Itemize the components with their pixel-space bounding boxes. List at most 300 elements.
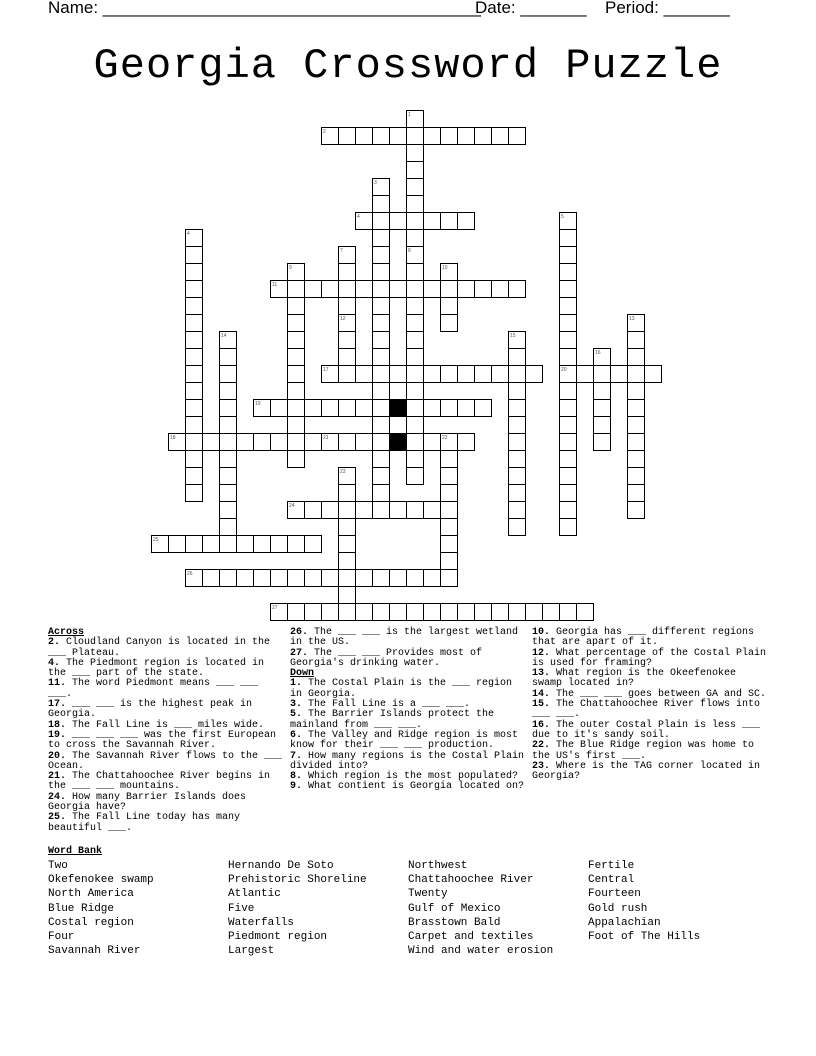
clue-number: 11. [48, 678, 67, 690]
crossword-cell [424, 604, 441, 621]
crossword-cell [288, 434, 305, 451]
crossword-cell [339, 128, 356, 145]
crossword-cell [305, 536, 322, 553]
crossword-cell [407, 298, 424, 315]
crossword-cell [322, 502, 339, 519]
crossword-cell [594, 383, 611, 400]
clue-text: Cloudland Canyon is located in the ___ Plateau. [48, 637, 271, 659]
crossword-cell [509, 502, 526, 519]
crossword-cell [356, 502, 373, 519]
crossword-cell [186, 264, 203, 281]
crossword-cell [594, 434, 611, 451]
clue-text: The Blue Ridge region was home to the US's first ___. [532, 740, 755, 762]
crossword-cell [560, 468, 577, 485]
crossword-cell [407, 264, 424, 281]
cell-number: 5 [561, 214, 564, 220]
clue-number: 5. [290, 709, 303, 721]
crossword-cell [339, 349, 356, 366]
clue-item [290, 710, 525, 731]
clue-text: The Fall Line today has many beautiful ___. [48, 812, 241, 834]
clue-number: 6. [290, 729, 303, 741]
clue-item [48, 813, 283, 834]
crossword-cell [560, 434, 577, 451]
crossword-cell [441, 604, 458, 621]
crossword-cell [373, 332, 390, 349]
crossword-cell [526, 604, 543, 621]
crossword-cell [509, 349, 526, 366]
word-bank-entry: Fertile [588, 860, 635, 872]
crossword-cell [288, 400, 305, 417]
crossword-cell [373, 400, 390, 417]
clue-text: What contient is Georgia located on? [302, 781, 525, 793]
crossword-cell [288, 536, 305, 553]
cell-number: 26 [187, 571, 193, 577]
crossword-cell [373, 434, 390, 451]
crossword-cell [339, 298, 356, 315]
crossword-cell [186, 434, 203, 451]
crossword-cell [509, 519, 526, 536]
crossword-cell [407, 383, 424, 400]
clue-number: 8. [290, 771, 303, 783]
crossword-cell [441, 315, 458, 332]
crossword-cell [441, 298, 458, 315]
crossword-cell [628, 434, 645, 451]
cell-number: 2 [323, 129, 326, 135]
clue-number: 4. [48, 657, 61, 669]
cell-number: 23 [340, 469, 346, 475]
crossword-cell [186, 417, 203, 434]
clue-item [532, 669, 768, 690]
crossword-cell [186, 400, 203, 417]
clue-item [290, 752, 525, 773]
crossword-cell [441, 468, 458, 485]
crossword-cell [373, 315, 390, 332]
cell-number: 24 [289, 503, 295, 509]
word-bank-entry: Prehistoric Shoreline [228, 874, 367, 887]
crossword-cell [237, 536, 254, 553]
crossword-cell [220, 383, 237, 400]
clue-number: 13. [532, 668, 551, 680]
clue-text: How many Barrier Islands does Georgia have? [48, 791, 247, 814]
crossword-cell [441, 485, 458, 502]
word-bank-entry: Carpet and textiles [408, 931, 534, 944]
crossword-cell [645, 366, 662, 383]
crossword-cell [339, 536, 356, 553]
clue-number: 3. [290, 699, 303, 711]
crossword-cell [628, 383, 645, 400]
crossword-cell [407, 179, 424, 196]
crossword-cell [373, 247, 390, 264]
crossword-cell [339, 434, 356, 451]
cell-number: 16 [595, 350, 601, 356]
crossword-cell [288, 332, 305, 349]
crossword-cell [458, 400, 475, 417]
cell-number: 10 [442, 265, 448, 271]
crossword-cell [594, 366, 611, 383]
black-cell [390, 434, 407, 451]
crossword-cell [441, 213, 458, 230]
clue-number: 26. [290, 627, 309, 638]
word-bank-entry: North America [48, 888, 134, 901]
down-heading: Down [290, 668, 315, 680]
crossword-cell [458, 366, 475, 383]
crossword-cell [373, 451, 390, 468]
crossword-cell [407, 604, 424, 621]
crossword-cell [509, 468, 526, 485]
word-bank-entry: Costal region [48, 916, 134, 929]
cell-number: 11 [272, 282, 278, 288]
clue-number: 22. [532, 740, 551, 752]
crossword-cell [441, 553, 458, 570]
clue-text: The Barrier Islands protect the mainland from ___ ___. [290, 709, 495, 731]
crossword-cell [186, 366, 203, 383]
crossword-cell [254, 536, 271, 553]
crossword-cell [407, 349, 424, 366]
crossword-cell [373, 230, 390, 247]
crossword-cell [322, 400, 339, 417]
word-bank-entry: Atlantic [228, 888, 281, 901]
crossword-cell [475, 128, 492, 145]
crossword-cell [373, 570, 390, 587]
crossword-cell [220, 434, 237, 451]
clue-item [532, 649, 768, 670]
crossword-cell [560, 247, 577, 264]
crossword-cell [339, 400, 356, 417]
crossword-cell [492, 128, 509, 145]
cell-number: 13 [629, 316, 635, 322]
crossword-cell [339, 366, 356, 383]
crossword-cell [339, 570, 356, 587]
clue-text: Georgia has ___ different regions that are apart of it. [532, 627, 755, 649]
crossword-cell [407, 315, 424, 332]
crossword-cell [390, 366, 407, 383]
crossword-cell [254, 570, 271, 587]
crossword-cell [560, 519, 577, 536]
crossword-cell [373, 128, 390, 145]
clue-text: Where is the TAG corner located in Georgia? [532, 760, 761, 783]
cell-number: 21 [323, 435, 329, 441]
cell-number: 1 [408, 112, 411, 118]
cell-number: 27 [272, 605, 278, 611]
clue-text: The Fall Line is ___ miles wide. [66, 719, 265, 731]
crossword-cell [203, 570, 220, 587]
across-clues [48, 628, 283, 834]
crossword-cell [407, 417, 424, 434]
word-bank-heading: Word Bank [48, 846, 103, 857]
crossword-cell [424, 570, 441, 587]
crossword-cell [611, 366, 628, 383]
crossword-cell [458, 128, 475, 145]
across-heading: Across [48, 627, 85, 638]
crossword-cell [407, 451, 424, 468]
cell-number: 25 [153, 537, 159, 543]
crossword-cell [560, 281, 577, 298]
crossword-cell [254, 434, 271, 451]
crossword-cell [288, 281, 305, 298]
crossword-cell [288, 451, 305, 468]
crossword-cell [560, 332, 577, 349]
crossword-cell [271, 400, 288, 417]
crossword-cell [407, 434, 424, 451]
crossword-cell [186, 383, 203, 400]
word-bank-entry: Northwest [408, 860, 468, 872]
clue-item [532, 700, 768, 721]
crossword-cell [305, 400, 322, 417]
crossword-cell [441, 366, 458, 383]
crossword-cell [220, 400, 237, 417]
clue-text: The Chattahoochee River flows into ___ ___. [532, 699, 761, 721]
crossword-cell [543, 604, 560, 621]
clue-item [48, 659, 283, 680]
cell-number: 12 [340, 316, 346, 322]
crossword-cell [407, 162, 424, 179]
crossword-cell [424, 502, 441, 519]
crossword-cell [373, 349, 390, 366]
crossword-cell [509, 451, 526, 468]
crossword-cell [458, 434, 475, 451]
clue-text: The Chattahoochee River begins in the ___ ___ mountains. [48, 771, 271, 793]
crossword-cell [390, 128, 407, 145]
crossword-cell [628, 468, 645, 485]
clue-text: What region is the Okeefenokee swamp located in? [532, 668, 737, 690]
word-bank-column-2 [228, 859, 367, 958]
crossword-cell [271, 434, 288, 451]
crossword-cell [475, 400, 492, 417]
clue-number: 7. [290, 750, 303, 762]
crossword-cell [628, 502, 645, 519]
word-bank-entry: Wind and water erosion [408, 945, 554, 958]
crossword-cell [186, 451, 203, 468]
crossword-cell [356, 434, 373, 451]
word-bank-entry: Four [48, 931, 75, 944]
crossword-cell [271, 536, 288, 553]
period-field-label: Period: _______ [605, 0, 730, 17]
crossword-cell [407, 366, 424, 383]
crossword-cell [356, 400, 373, 417]
clue-number: 20. [48, 750, 67, 762]
cell-number: 15 [510, 333, 516, 339]
word-bank-entry: Brasstown Bald [408, 916, 501, 929]
clue-item [48, 772, 283, 793]
crossword-cell [186, 298, 203, 315]
crossword-cell [594, 417, 611, 434]
crossword-cell [305, 281, 322, 298]
black-cell [390, 400, 407, 417]
clue-number: 21. [48, 771, 67, 783]
clue-item [532, 741, 768, 762]
crossword-cell [492, 281, 509, 298]
crossword-cell [186, 315, 203, 332]
word-bank-entry: Chattahoochee River [408, 874, 534, 887]
crossword-cell [407, 332, 424, 349]
crossword-cell [288, 417, 305, 434]
clue-text: The Savannah River flows to the ___ Ocean. [48, 750, 283, 772]
crossword-cell [339, 604, 356, 621]
crossword-cell [628, 332, 645, 349]
crossword-cell [628, 485, 645, 502]
crossword-cell [356, 570, 373, 587]
clue-text: Which region is the most populated? [302, 771, 519, 783]
clue-text: The Valley and Ridge region is most know for their ___ ___ production. [290, 729, 519, 752]
crossword-cell [424, 213, 441, 230]
cell-number: 9 [289, 265, 292, 271]
crossword-cell [509, 281, 526, 298]
page-title: Georgia Crossword Puzzle [93, 42, 723, 90]
crossword-cell [390, 604, 407, 621]
crossword-cell [560, 400, 577, 417]
crossword-cell [509, 417, 526, 434]
word-bank-column-1 [48, 859, 154, 958]
crossword-cell [220, 349, 237, 366]
cell-number: 8 [408, 248, 411, 254]
clue-number: 18. [48, 719, 67, 731]
crossword-cell [339, 485, 356, 502]
clue-text: How many regions is the Costal Plain divided into? [290, 750, 525, 772]
crossword-cell [169, 536, 186, 553]
crossword-cell [373, 264, 390, 281]
crossword-cell [628, 349, 645, 366]
word-bank-entry: Savannah River [48, 945, 141, 958]
word-bank-entry: Two [48, 860, 68, 872]
crossword-cell [373, 281, 390, 298]
crossword-cell [407, 128, 424, 145]
word-bank-entry: Blue Ridge [48, 902, 115, 915]
crossword-cell [186, 332, 203, 349]
clue-number: 23. [532, 760, 551, 772]
crossword-cell [424, 366, 441, 383]
crossword-cell [407, 468, 424, 485]
crossword-cell [186, 485, 203, 502]
crossword-cell [560, 383, 577, 400]
crossword-cell [424, 128, 441, 145]
crossword-cell [577, 604, 594, 621]
crossword-cell [220, 366, 237, 383]
crossword-cell [186, 536, 203, 553]
clue-number: 9. [290, 781, 303, 793]
name-field-label: Name: ________________________________________ [48, 0, 481, 17]
cell-number: 14 [221, 333, 227, 339]
crossword-cell [288, 604, 305, 621]
clue-item [48, 793, 283, 814]
cell-number: 4 [187, 231, 190, 237]
clue-item [48, 679, 283, 700]
cell-number: 7 [340, 248, 343, 254]
crossword-cell [220, 502, 237, 519]
crossword-cell [594, 400, 611, 417]
crossword-cell [373, 383, 390, 400]
clue-text: ___ ___ is the highest peak in Georgia. [48, 699, 253, 721]
crossword-cell [560, 485, 577, 502]
crossword-cell [203, 536, 220, 553]
crossword-cell [220, 417, 237, 434]
cell-number: 17 [323, 367, 329, 373]
crossword-cell [356, 281, 373, 298]
crossword-cell [186, 281, 203, 298]
crossword-cell [271, 570, 288, 587]
crossword-cell [407, 196, 424, 213]
crossword-cell [339, 332, 356, 349]
crossword-cell [424, 281, 441, 298]
crossword-cell [577, 366, 594, 383]
crossword-cell [373, 468, 390, 485]
clue-text: The word Piedmont means ___ ___ ___. [48, 678, 259, 700]
date-field-label: Date: _______ [475, 0, 587, 17]
crossword-cell [407, 230, 424, 247]
crossword-cell [186, 468, 203, 485]
crossword-cell [339, 587, 356, 604]
crossword-cell [475, 604, 492, 621]
crossword-cell [458, 213, 475, 230]
clue-item [290, 782, 525, 792]
crossword-cell [356, 604, 373, 621]
clue-item [48, 700, 283, 721]
clue-number: 25. [48, 812, 67, 824]
clue-number: 24. [48, 791, 67, 803]
crossword-cell [441, 502, 458, 519]
crossword-cell [203, 434, 220, 451]
cell-number: 18 [170, 435, 176, 441]
clue-text: What percentage of the Costal Plain is used for framing? [532, 647, 767, 669]
clue-item [532, 721, 768, 742]
down-clues [290, 628, 525, 793]
crossword-cell [560, 298, 577, 315]
crossword-cell [492, 366, 509, 383]
crossword-cell [373, 604, 390, 621]
crossword-cell [407, 281, 424, 298]
cell-number: 20 [561, 367, 567, 373]
crossword-cell [560, 349, 577, 366]
clue-number: 27. [290, 647, 309, 659]
crossword-cell [220, 485, 237, 502]
crossword-cell [237, 570, 254, 587]
crossword-cell [407, 400, 424, 417]
crossword-cell [356, 366, 373, 383]
clue-item [48, 752, 283, 773]
crossword-cell [339, 264, 356, 281]
crossword-cell [339, 553, 356, 570]
clue-item [290, 649, 525, 670]
crossword-cell [305, 604, 322, 621]
clue-number: 10. [532, 627, 551, 638]
down-clues-continued [532, 628, 768, 782]
crossword-cell [186, 247, 203, 264]
clue-item [290, 731, 525, 752]
clue-text: The ___ ___ is the largest wetland in the US. [290, 627, 519, 649]
crossword-cell [373, 298, 390, 315]
crossword-cell [509, 485, 526, 502]
clue-item [48, 638, 283, 659]
crossword-cell [407, 213, 424, 230]
crossword-cell [237, 434, 254, 451]
crossword-cell [509, 434, 526, 451]
crossword-cell [509, 604, 526, 621]
crossword-cell [509, 128, 526, 145]
crossword-cell [220, 536, 237, 553]
clue-text: The Costal Plain is the ___ region in Georgia. [290, 678, 513, 700]
crossword-cell [560, 417, 577, 434]
crossword-cell [390, 502, 407, 519]
clue-number: 16. [532, 719, 551, 731]
crossword-cell [509, 366, 526, 383]
cell-number: 19 [255, 401, 261, 407]
word-bank-entry: Fourteen [588, 888, 641, 901]
crossword-cell [407, 145, 424, 162]
crossword-cell [492, 604, 509, 621]
crossword-cell [339, 281, 356, 298]
word-bank-entry: Piedmont region [228, 931, 328, 944]
word-bank-entry: Central [588, 874, 635, 887]
crossword-cell [441, 536, 458, 553]
